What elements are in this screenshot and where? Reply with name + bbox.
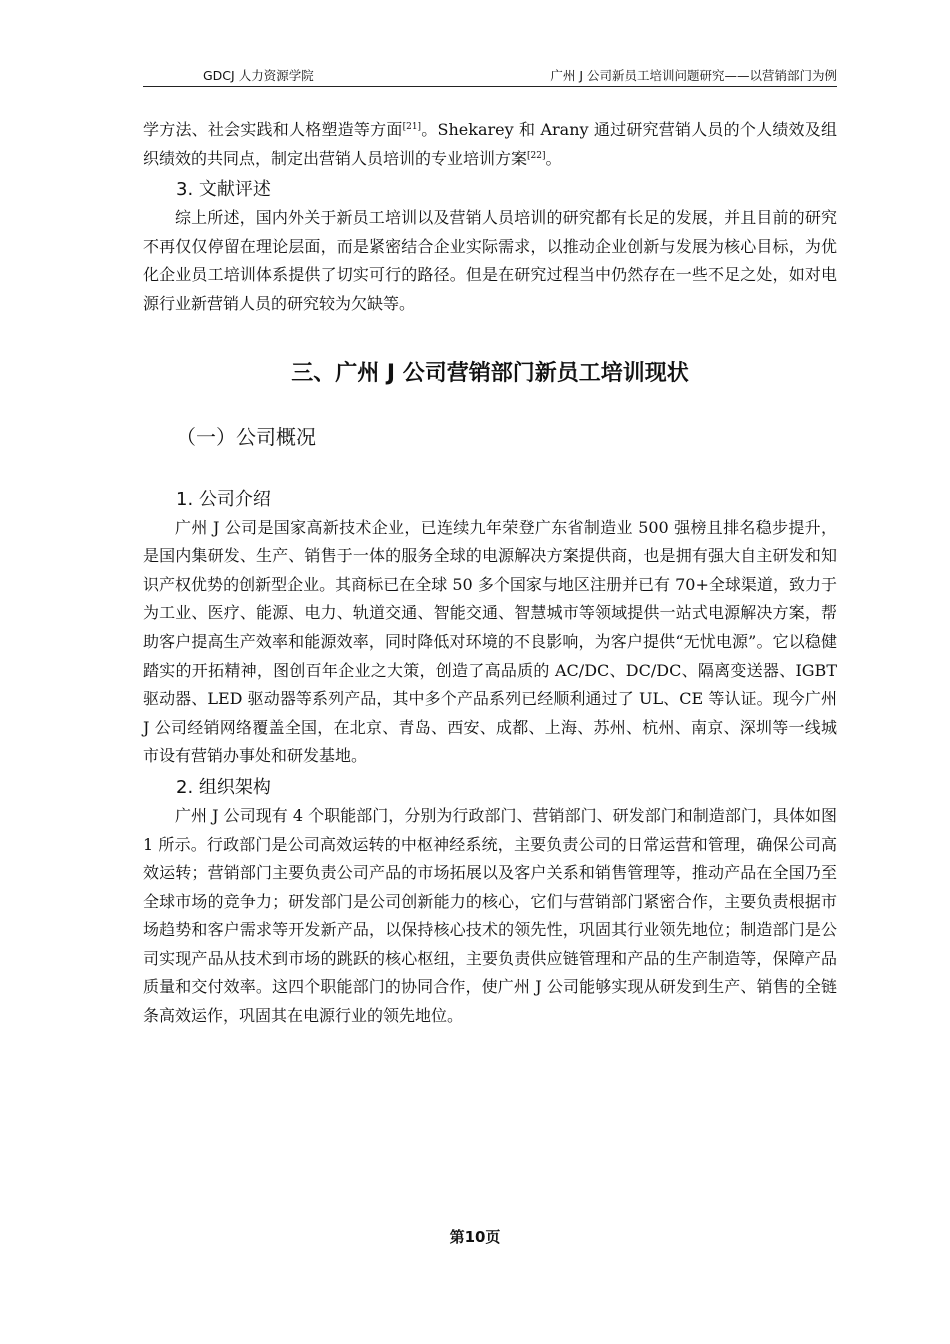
page-number: 第10页 (449, 1228, 501, 1246)
heading-company-intro: 1. 公司介绍 (176, 488, 271, 510)
paragraph-org-structure: 广州 J 公司现有 4 个职能部门，分别为行政部门、营销部门、研发部门和制造部门，具体如图 1 所示。行政部门是公司高效运转的中枢神经系统，主要负责公司的日常运营和管理，确保公司高效运转；营销部门主要负责公司产品的市场拓展以及客户关系和销售管理等，推动产品在全国乃至全球市场的竞争力；研发部门是公司创新能力的核心，它们与营销部门紧密合作，主要负责根据市场趋势和客户需求等开发新产品，以保持核心技术的领先性，巩固其行业领先地位；制造部门是公司实现产品从技术到市场的跳跃的核心枢纽，主要负责供应链管理和产品的生产制造等，保障产品质量和交付效率。这四个职能部门的协同合作，使广州 J 公司能够实现从研发到生产、销售的全链条高效运作，巩固其在电源行业的领先地位。 (143, 805, 837, 1026)
paragraph-literature-end: 学方法、社会实践和人格塑造等方面[21]。Shekarey 和 Arany 通过研究营销人员的个人绩效及组织绩效的共同点，制定出营销人员培训的专业培训方案[22]。 (143, 120, 837, 168)
citation-22: [22] (527, 150, 546, 161)
citation-21: [21] (402, 122, 422, 132)
section-title: （一）公司概况 (176, 424, 316, 449)
page-body (143, 116, 837, 1031)
page-header (143, 62, 837, 87)
header-thesis-title: 广州 J 公司新员工培训问题研究——以营销部门为例 (550, 68, 837, 83)
chapter-title: 三、广州 J 公司营销部门新员工培训现状 (291, 360, 689, 386)
heading-literature-review: 3. 文献评述 (176, 179, 271, 201)
heading-org-structure: 2. 组织架构 (176, 776, 271, 798)
paragraph-literature-review: 综上所述，国内外关于新员工培训以及营销人员培训的研究都有长足的发展，并且目前的研究不再仅仅停留在理论层面，而是紧密结合企业实际需求，以推动企业创新与发展为核心目标，为优化企业员工培训体系提供了切实可行的路径。但是在研究过程当中仍然存在一些不足之处，如对电源行业新营销人员的研究较为欠缺等。 (143, 208, 837, 313)
header-institution: GDCJ 人力资源学院 (203, 68, 314, 83)
paragraph-company-intro: 广州 J 公司是国家高新技术企业，已连续九年荣登广东省制造业 500 强榜且排名稳步提升，是国内集研发、生产、销售于一体的服务全球的电源解决方案提供商，也是拥有强大自主研发和知识产权优势的创新型企业。其商标已在全球 50 多个国家与地区注册并已有 70+全球渠道，致力于为工业、医疗、能源、电力、轨道交通、智能交通、智慧城市等领域提供一站式电源解决方案，帮助客户提高生产效率和能源效率，同时降低对环境的不良影响，为客户提供“无忧电源”。它以稳健踏实的开拓精神，图创百年企业之大策，创造了高品质的 AC/DC、DC/DC、隔离变送器、IGBT 驱动器、LED 驱动器等系列产品，其中多个产品系列已经顺利通过了 UL、CE 等认证。现今广州 J 公司经销网络覆盖全国，在北京、青岛、西安、成都、上海、苏州、杭州、南京、深圳等一线城市设有营销办事处和研发基地。 (143, 517, 837, 766)
